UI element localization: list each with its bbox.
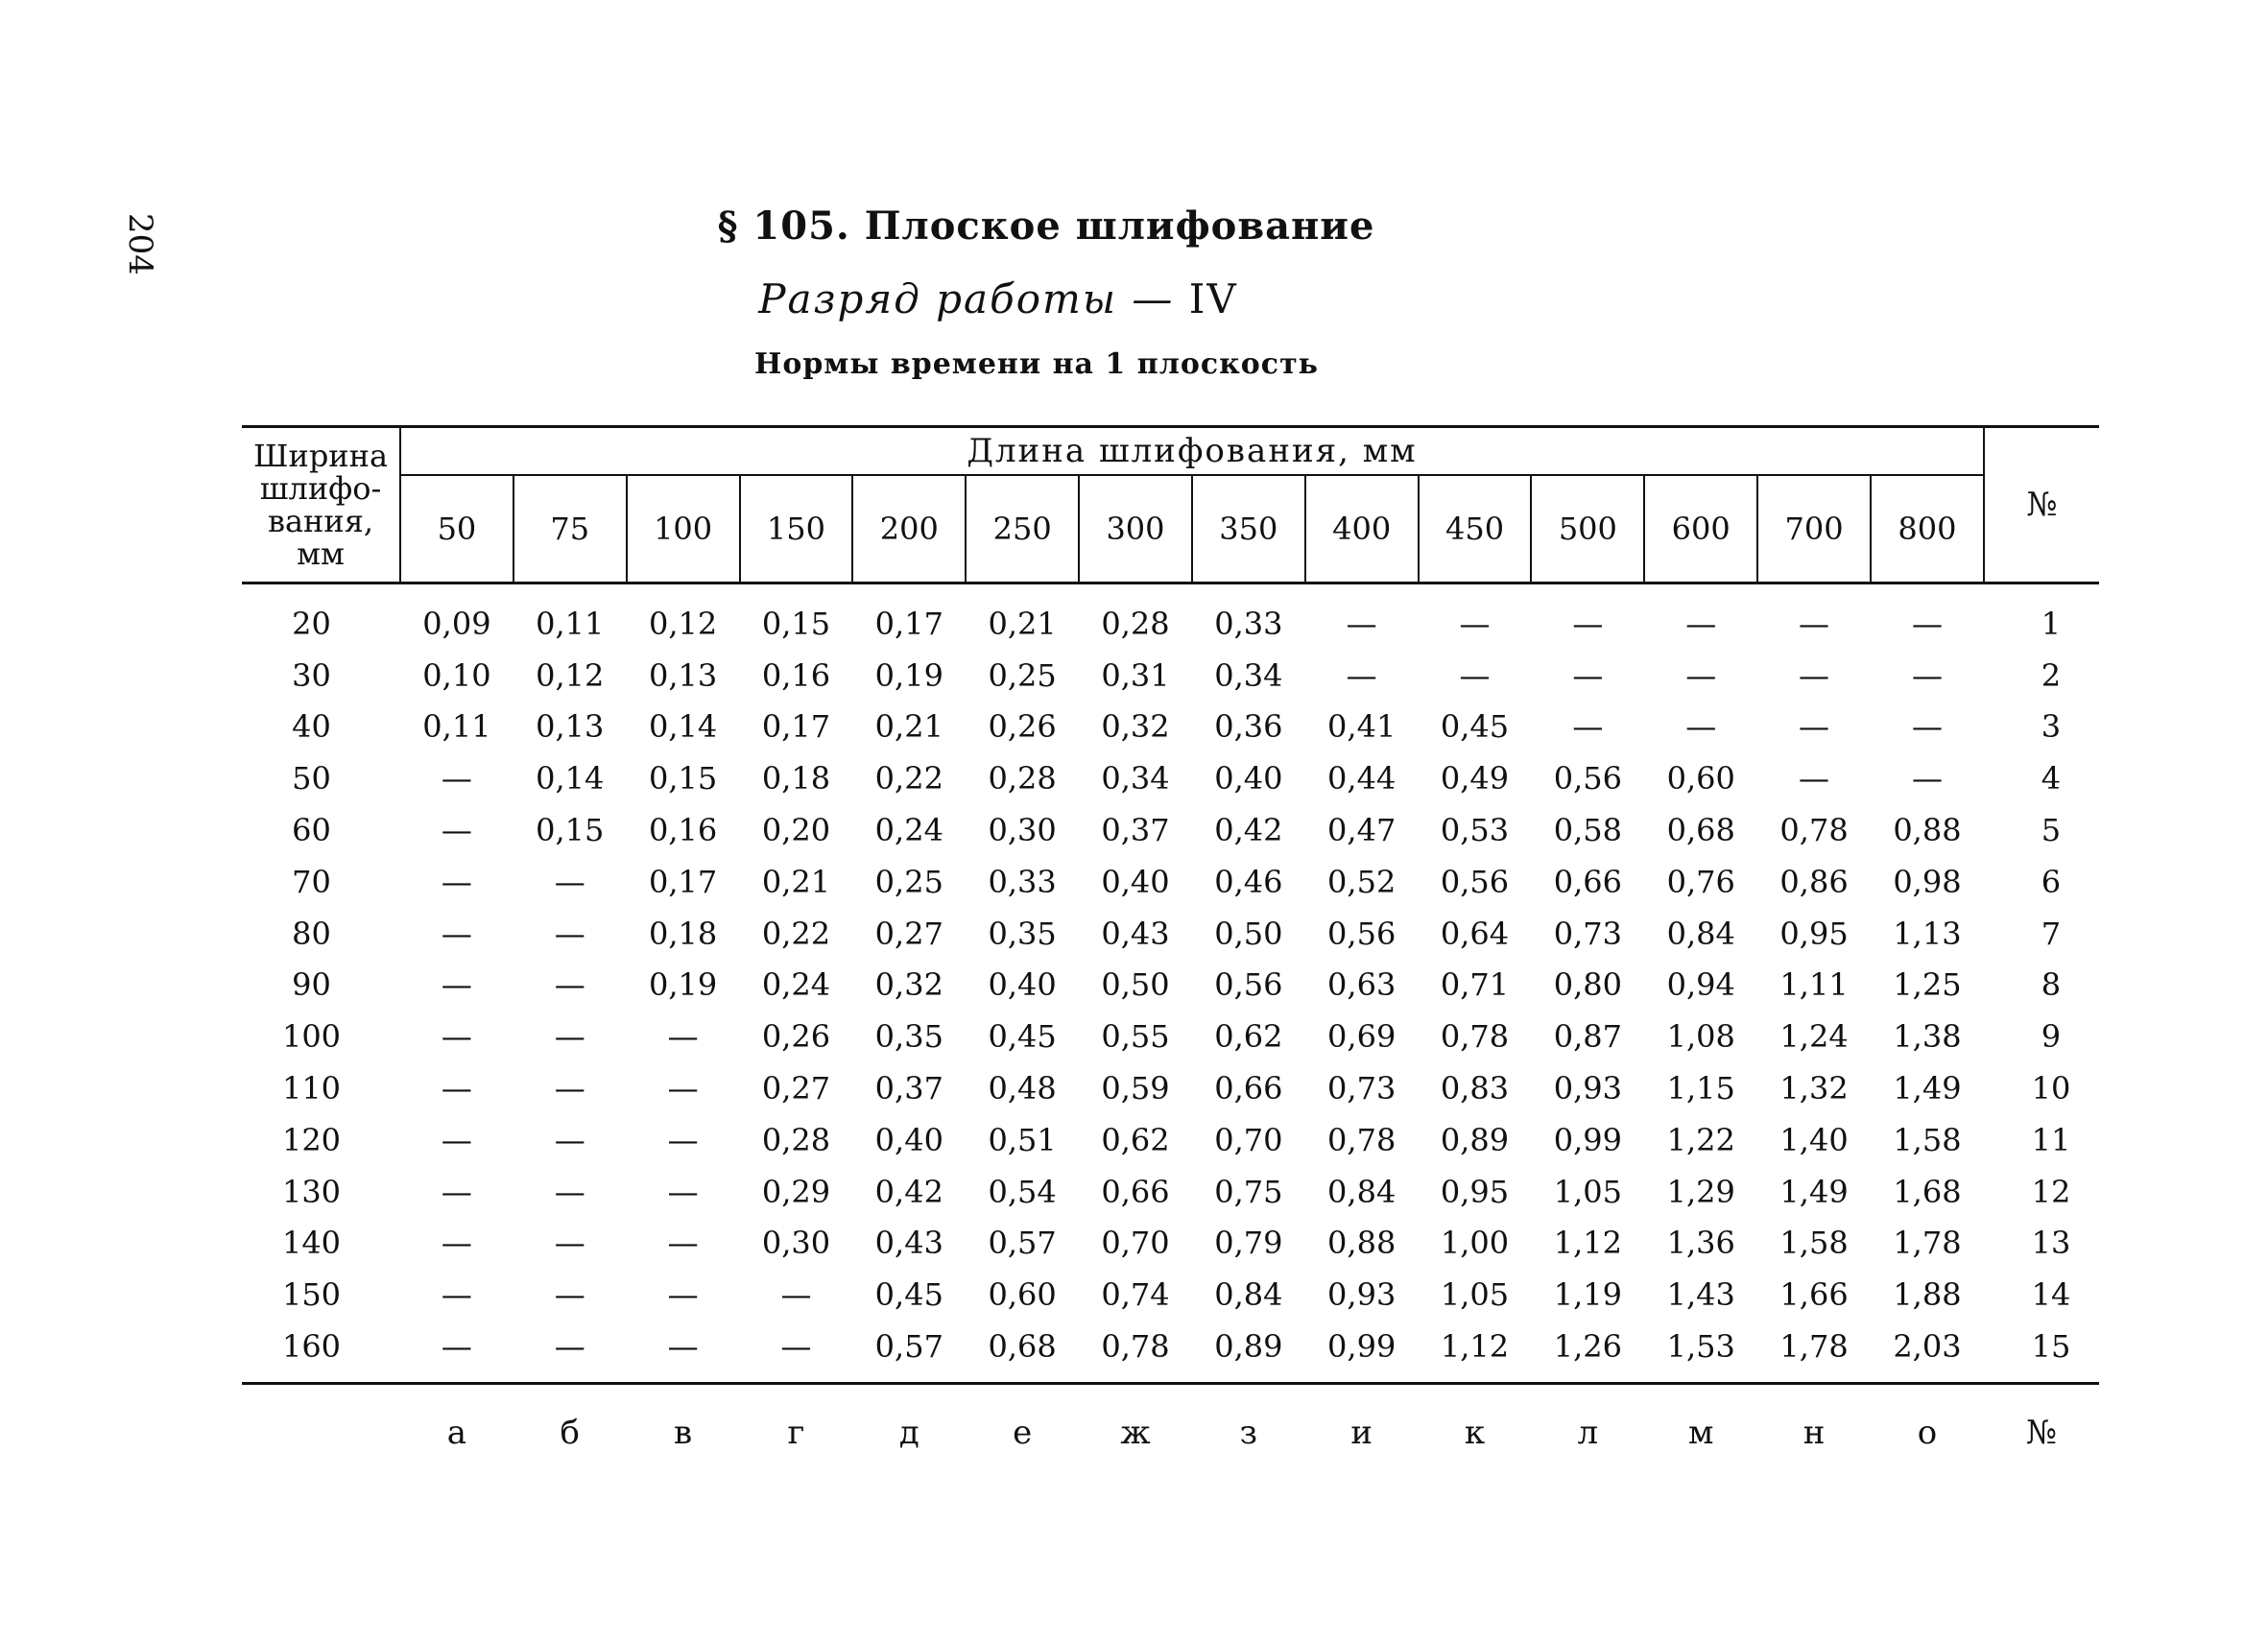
table-row	[242, 650, 2099, 702]
time-value-cell: 0,17	[761, 708, 831, 746]
time-value-cell: 0,28	[988, 760, 1057, 798]
time-value-cell: 0,33	[988, 863, 1057, 900]
time-value-cell: —	[667, 1225, 699, 1262]
length-column-header: 700	[1757, 475, 1871, 583]
time-value-cell: 0,89	[1440, 1121, 1510, 1158]
column-letter: е	[1013, 1413, 1033, 1452]
time-value-cell: 0,71	[1440, 966, 1510, 1004]
time-value-cell: 0,42	[1214, 812, 1283, 849]
time-value-cell: 0,93	[1553, 1070, 1622, 1107]
time-value-cell: 0,48	[988, 1070, 1057, 1107]
time-norms-table	[242, 425, 2099, 1481]
time-value-cell: 1,36	[1666, 1225, 1735, 1262]
width-cell: 30	[292, 656, 331, 694]
time-value-cell: —	[554, 1121, 585, 1158]
column-letter: м	[1687, 1413, 1714, 1452]
time-value-cell: 0,49	[1440, 760, 1510, 798]
time-value-cell: 0,63	[1327, 966, 1397, 1004]
time-value-cell: 0,26	[761, 1018, 831, 1056]
time-value-cell: —	[1346, 656, 1377, 694]
time-value-cell: —	[1911, 656, 1943, 694]
time-value-cell: —	[441, 1018, 472, 1056]
time-value-cell: 0,42	[874, 1173, 943, 1210]
time-value-cell: 0,55	[1101, 1018, 1170, 1056]
time-value-cell: 0,99	[1553, 1121, 1622, 1158]
time-value-cell: 0,35	[874, 1018, 943, 1056]
time-value-cell: 0,37	[1101, 812, 1170, 849]
time-value-cell: 1,78	[1893, 1225, 1962, 1262]
time-value-cell: 0,43	[874, 1225, 943, 1262]
column-letter: л	[1577, 1413, 1599, 1452]
time-value-cell: 0,14	[536, 760, 605, 798]
time-value-cell: 1,08	[1666, 1018, 1735, 1056]
length-column-header: 300	[1079, 475, 1192, 583]
column-letter: и	[1350, 1413, 1373, 1452]
time-value-cell: 0,57	[852, 1321, 966, 1383]
row-number-cell: 9	[2041, 1018, 2062, 1056]
length-column-header: 75	[513, 475, 627, 583]
time-value-cell: 0,15	[648, 760, 718, 798]
time-value-cell: 0,36	[1214, 708, 1283, 746]
time-value-cell: —	[441, 760, 472, 798]
time-value-cell: —	[554, 1173, 585, 1210]
time-value-cell: —	[441, 812, 472, 849]
time-value-cell: 1,13	[1893, 915, 1962, 952]
time-value-cell: 0,78	[1079, 1321, 1192, 1383]
time-value-cell: 0,84	[1327, 1173, 1397, 1210]
time-value-cell: 0,25	[874, 863, 943, 900]
time-value-cell: —	[554, 1276, 585, 1314]
column-letter: о	[1917, 1413, 1938, 1452]
table-row	[242, 960, 2099, 1012]
time-value-cell: 0,87	[1553, 1018, 1622, 1056]
time-value-cell: 0,30	[988, 812, 1057, 849]
width-cell: 70	[292, 863, 331, 900]
time-value-cell: 0,21	[874, 708, 943, 746]
time-value-cell: —	[1346, 605, 1377, 642]
time-value-cell: 0,84	[1214, 1276, 1283, 1314]
table-row	[242, 856, 2099, 908]
time-value-cell: 1,22	[1666, 1121, 1735, 1158]
time-value-cell: 0,57	[988, 1225, 1057, 1262]
table-caption: Нормы времени на 1 плоскость	[753, 347, 1320, 381]
width-cell: 110	[281, 1070, 342, 1107]
footer-spacer	[242, 1383, 400, 1481]
time-value-cell: 1,88	[1893, 1276, 1962, 1314]
time-value-cell: 0,30	[761, 1225, 831, 1262]
time-value-cell: 0,17	[648, 863, 718, 900]
time-value-cell: 0,19	[648, 966, 718, 1004]
time-value-cell: 0,75	[1214, 1173, 1283, 1210]
time-value-cell: 0,62	[1101, 1121, 1170, 1158]
time-value-cell: —	[667, 1121, 699, 1158]
width-cell: 40	[292, 708, 331, 746]
time-value-cell: 0,29	[761, 1173, 831, 1210]
time-value-cell: 0,46	[1214, 863, 1283, 900]
time-value-cell: 0,52	[1327, 863, 1397, 900]
column-letter: к	[1464, 1413, 1486, 1452]
time-value-cell: 0,94	[1666, 966, 1735, 1004]
time-value-cell: 1,66	[1779, 1276, 1849, 1314]
time-value-cell: 0,15	[761, 605, 831, 642]
column-letter: н	[1802, 1413, 1826, 1452]
length-column-header: 50	[400, 475, 513, 583]
time-value-cell: 1,05	[1440, 1276, 1510, 1314]
time-value-cell: 1,58	[1779, 1225, 1849, 1262]
length-column-header: 250	[966, 475, 1079, 583]
table-row	[242, 1011, 2099, 1062]
time-value-cell: 1,58	[1893, 1121, 1962, 1158]
time-value-cell: 0,22	[874, 760, 943, 798]
time-value-cell: —	[1799, 656, 1830, 694]
time-value-cell: 0,50	[1214, 915, 1283, 952]
table-row	[242, 1166, 2099, 1218]
time-value-cell: 0,43	[1101, 915, 1170, 952]
time-value-cell: 0,20	[761, 812, 831, 849]
column-letter: б	[560, 1413, 580, 1452]
work-grade-label: Разряд работы —	[758, 275, 1175, 322]
time-value-cell: —	[554, 863, 585, 900]
time-value-cell: 0,16	[761, 656, 831, 694]
width-header-line: шлифо-	[259, 470, 382, 507]
time-value-cell: —	[1911, 708, 1943, 746]
time-value-cell: —	[1685, 605, 1717, 642]
row-number-cell: 1	[2041, 605, 2062, 642]
table-row	[242, 1114, 2099, 1166]
time-value-cell: —	[441, 863, 472, 900]
time-value-cell: 1,12	[1419, 1321, 1532, 1383]
time-value-cell: —	[1911, 605, 1943, 642]
time-value-cell: 0,76	[1666, 863, 1735, 900]
time-value-cell: 0,11	[536, 605, 605, 642]
row-number-cell: 2	[2041, 656, 2062, 694]
time-value-cell: 0,12	[536, 656, 605, 694]
time-value-cell: 0,10	[422, 656, 491, 694]
time-value-cell: —	[400, 1321, 513, 1383]
time-value-cell: 0,28	[761, 1121, 831, 1158]
length-column-header: 800	[1871, 475, 1984, 583]
time-value-cell: 0,95	[1779, 915, 1849, 952]
row-number-cell: 8	[2041, 966, 2062, 1004]
length-column-header: 350	[1192, 475, 1305, 583]
time-value-cell: 0,68	[1666, 812, 1735, 849]
time-value-cell: 0,59	[1101, 1070, 1170, 1107]
time-value-cell: 1,25	[1893, 966, 1962, 1004]
time-value-cell: 0,11	[422, 708, 491, 746]
length-column-header: 200	[852, 475, 966, 583]
row-number-cell: 3	[2041, 708, 2062, 746]
time-value-cell: 1,05	[1553, 1173, 1622, 1210]
time-value-cell: —	[1572, 708, 1604, 746]
column-letter: а	[446, 1413, 467, 1452]
width-cell: 140	[281, 1225, 342, 1262]
time-value-cell: 1,40	[1779, 1121, 1849, 1158]
time-value-cell: 0,25	[988, 656, 1057, 694]
time-value-cell: 0,22	[761, 915, 831, 952]
row-number-cell: 14	[2031, 1276, 2071, 1314]
time-value-cell: —	[441, 1276, 472, 1314]
time-value-cell: 0,27	[874, 915, 943, 952]
time-value-cell: 0,86	[1779, 863, 1849, 900]
time-value-cell: 0,84	[1666, 915, 1735, 952]
time-value-cell: 0,18	[761, 760, 831, 798]
time-value-cell: 0,58	[1553, 812, 1622, 849]
time-value-cell: 0,40	[874, 1121, 943, 1158]
time-value-cell: 1,49	[1893, 1070, 1962, 1107]
time-value-cell: —	[554, 1018, 585, 1056]
time-value-cell: —	[627, 1321, 740, 1383]
section-title: § 105. Плоское шлифование	[717, 203, 1375, 249]
time-value-cell: 0,53	[1440, 812, 1510, 849]
time-value-cell: 0,66	[1553, 863, 1622, 900]
width-header-line: мм	[297, 536, 345, 572]
table-row	[242, 908, 2099, 960]
time-value-cell: 0,80	[1553, 966, 1622, 1004]
work-grade-value: IV	[1188, 275, 1238, 322]
time-value-cell: 1,24	[1779, 1018, 1849, 1056]
time-value-cell: 0,19	[874, 656, 943, 694]
time-value-cell: 0,09	[422, 605, 491, 642]
table-row	[242, 804, 2099, 856]
row-number-cell: 12	[2031, 1173, 2071, 1210]
time-value-cell: 0,15	[536, 812, 605, 849]
time-value-cell: —	[1911, 760, 1943, 798]
time-value-cell: 0,56	[1214, 966, 1283, 1004]
time-value-cell: 0,24	[761, 966, 831, 1004]
time-value-cell: 0,66	[1101, 1173, 1170, 1210]
time-value-cell: 0,93	[1327, 1276, 1397, 1314]
time-value-cell: 0,56	[1553, 760, 1622, 798]
time-value-cell: 0,73	[1553, 915, 1622, 952]
time-value-cell: 0,47	[1327, 812, 1397, 849]
time-value-cell: 1,15	[1666, 1070, 1735, 1107]
time-value-cell: 0,33	[1214, 605, 1283, 642]
time-value-cell: 1,32	[1779, 1070, 1849, 1107]
width-header-line: вания,	[267, 503, 374, 539]
time-value-cell: —	[441, 915, 472, 952]
length-column-header: 500	[1531, 475, 1644, 583]
time-value-cell: 0,26	[988, 708, 1057, 746]
table-row	[242, 1218, 2099, 1270]
time-value-cell: —	[1799, 760, 1830, 798]
time-value-cell: 0,34	[1214, 656, 1283, 694]
time-value-cell: 0,56	[1327, 915, 1397, 952]
width-cell: 50	[292, 760, 331, 798]
time-value-cell: 0,70	[1101, 1225, 1170, 1262]
time-value-cell: 1,11	[1779, 966, 1849, 1004]
time-value-cell: —	[1572, 605, 1604, 642]
row-number-cell: 4	[2041, 760, 2062, 798]
length-column-header: 100	[627, 475, 740, 583]
time-value-cell: —	[667, 1276, 699, 1314]
time-value-cell: 1,53	[1644, 1321, 1757, 1383]
time-value-cell: 0,45	[874, 1276, 943, 1314]
time-value-cell: —	[441, 1121, 472, 1158]
time-value-cell: 0,32	[1101, 708, 1170, 746]
table-row	[242, 752, 2099, 804]
time-value-cell: 0,45	[988, 1018, 1057, 1056]
time-value-cell: —	[740, 1321, 853, 1383]
time-value-cell: 1,00	[1440, 1225, 1510, 1262]
time-value-cell: 0,17	[874, 605, 943, 642]
time-value-cell: 0,40	[988, 966, 1057, 1004]
time-value-cell: 0,98	[1893, 863, 1962, 900]
time-value-cell: —	[667, 1173, 699, 1210]
time-value-cell: —	[1459, 656, 1491, 694]
column-letter: з	[1239, 1413, 1258, 1452]
time-value-cell: 0,14	[648, 708, 718, 746]
time-value-cell: —	[1685, 708, 1717, 746]
time-value-cell: 0,40	[1101, 863, 1170, 900]
width-cell: 80	[292, 915, 331, 952]
time-value-cell: 0,95	[1440, 1173, 1510, 1210]
column-letter: д	[898, 1413, 919, 1452]
time-value-cell: 0,50	[1101, 966, 1170, 1004]
time-value-cell: —	[667, 1018, 699, 1056]
time-value-cell: 1,43	[1666, 1276, 1735, 1314]
time-value-cell: —	[1799, 605, 1830, 642]
time-value-cell: —	[780, 1276, 812, 1314]
time-value-cell: 0,37	[874, 1070, 943, 1107]
width-cell: 100	[281, 1018, 342, 1056]
width-cell: 60	[292, 812, 331, 849]
column-letter: ж	[1120, 1413, 1151, 1452]
row-number-cell: 5	[2041, 812, 2062, 849]
time-value-cell: 0,60	[988, 1276, 1057, 1314]
table-row	[242, 583, 2099, 650]
width-cell: 160	[242, 1321, 400, 1383]
length-column-header: 600	[1644, 475, 1757, 583]
width-cell: 90	[292, 966, 331, 1004]
table-row	[242, 1062, 2099, 1114]
time-value-cell: 0,51	[988, 1121, 1057, 1158]
time-value-cell: 0,79	[1214, 1225, 1283, 1262]
time-value-cell: 1,78	[1757, 1321, 1871, 1383]
time-value-cell: —	[1685, 656, 1717, 694]
time-value-cell: —	[1799, 708, 1830, 746]
width-cell: 130	[281, 1173, 342, 1210]
time-value-cell: 0,88	[1893, 812, 1962, 849]
time-value-cell: 0,99	[1305, 1321, 1419, 1383]
time-value-cell: 0,27	[761, 1070, 831, 1107]
time-value-cell: 0,64	[1440, 915, 1510, 952]
time-value-cell: 0,70	[1214, 1121, 1283, 1158]
row-number-cell: 11	[2031, 1121, 2071, 1158]
width-header-line: Ширина	[252, 438, 389, 474]
time-value-cell: —	[1459, 605, 1491, 642]
time-value-cell: 0,24	[874, 812, 943, 849]
time-value-cell: 0,83	[1440, 1070, 1510, 1107]
length-column-header: 150	[740, 475, 853, 583]
time-value-cell: 0,88	[1327, 1225, 1397, 1262]
time-value-cell: 0,69	[1327, 1018, 1397, 1056]
time-value-cell: 0,60	[1666, 760, 1735, 798]
row-number-cell: 7	[2041, 915, 2062, 952]
time-value-cell: 0,73	[1327, 1070, 1397, 1107]
time-value-cell: 0,35	[988, 915, 1057, 952]
time-value-cell: 1,19	[1553, 1276, 1622, 1314]
time-value-cell: —	[554, 1070, 585, 1107]
column-letter: г	[787, 1413, 805, 1452]
time-value-cell: 1,12	[1553, 1225, 1622, 1262]
time-value-cell: 0,21	[761, 863, 831, 900]
column-letter: в	[674, 1413, 693, 1452]
time-value-cell: 0,13	[648, 656, 718, 694]
row-number-cell: 6	[2041, 863, 2062, 900]
page-number: 204	[121, 213, 159, 275]
time-value-cell: 0,66	[1214, 1070, 1283, 1107]
width-header	[242, 427, 400, 583]
time-value-cell: 0,78	[1779, 812, 1849, 849]
row-number-cell: 13	[2031, 1225, 2071, 1262]
table-row	[242, 702, 2099, 753]
time-value-cell: 2,03	[1871, 1321, 1984, 1383]
width-cell: 120	[281, 1121, 342, 1158]
time-value-cell: 0,12	[648, 605, 718, 642]
time-value-cell: 0,62	[1214, 1018, 1283, 1056]
time-value-cell: —	[441, 1225, 472, 1262]
time-value-cell: —	[554, 915, 585, 952]
time-value-cell: —	[554, 966, 585, 1004]
time-value-cell: 0,89	[1192, 1321, 1305, 1383]
time-value-cell: 0,21	[988, 605, 1057, 642]
time-value-cell: 0,32	[874, 966, 943, 1004]
time-value-cell: —	[441, 1070, 472, 1107]
time-value-cell: 1,38	[1893, 1018, 1962, 1056]
time-value-cell: 0,13	[536, 708, 605, 746]
length-header: Длина шлифования, мм	[400, 427, 1984, 476]
time-value-cell: —	[513, 1321, 627, 1383]
length-column-header: 400	[1305, 475, 1419, 583]
width-cell: 20	[292, 605, 331, 642]
footer-number-label: №	[2025, 1413, 2058, 1452]
time-value-cell: 0,78	[1327, 1121, 1397, 1158]
time-value-cell: —	[441, 966, 472, 1004]
time-value-cell: 0,44	[1327, 760, 1397, 798]
number-header: №	[1984, 427, 2099, 583]
time-value-cell: 0,56	[1440, 863, 1510, 900]
time-value-cell: 0,41	[1327, 708, 1397, 746]
time-value-cell: —	[554, 1225, 585, 1262]
time-value-cell: —	[667, 1070, 699, 1107]
row-number-cell: 15	[1984, 1321, 2099, 1383]
table-row	[242, 1269, 2099, 1321]
table-row	[242, 1321, 2099, 1383]
time-value-cell: 1,68	[1893, 1173, 1962, 1210]
time-value-cell: —	[441, 1173, 472, 1210]
time-value-cell: 1,49	[1779, 1173, 1849, 1210]
time-value-cell: 0,18	[648, 915, 718, 952]
time-value-cell: 1,26	[1531, 1321, 1644, 1383]
width-cell: 150	[281, 1276, 342, 1314]
time-value-cell: 0,28	[1101, 605, 1170, 642]
time-value-cell: 0,31	[1101, 656, 1170, 694]
time-value-cell: 0,34	[1101, 760, 1170, 798]
time-value-cell: 0,45	[1440, 708, 1510, 746]
time-value-cell: —	[1572, 656, 1604, 694]
time-value-cell: 0,78	[1440, 1018, 1510, 1056]
time-value-cell: 0,54	[988, 1173, 1057, 1210]
time-value-cell: 0,40	[1214, 760, 1283, 798]
time-value-cell: 1,29	[1666, 1173, 1735, 1210]
time-value-cell: 0,16	[648, 812, 718, 849]
time-value-cell: 0,74	[1101, 1276, 1170, 1314]
length-column-header: 450	[1419, 475, 1532, 583]
time-value-cell: 0,68	[966, 1321, 1079, 1383]
work-grade	[0, 275, 1996, 322]
row-number-cell: 10	[2031, 1070, 2071, 1107]
